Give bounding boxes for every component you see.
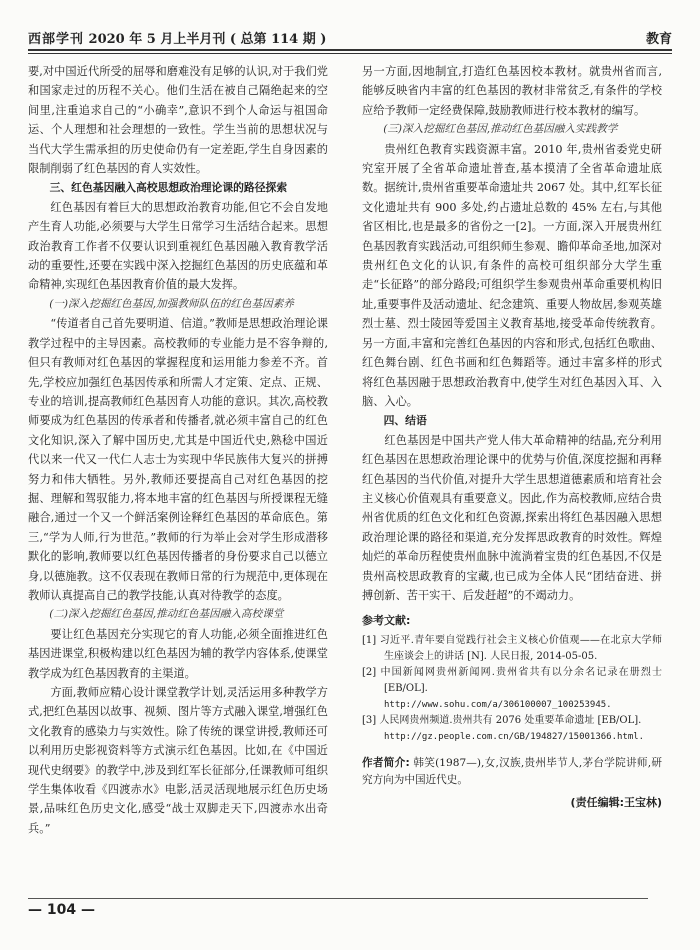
paragraph: 方面,教师应精心设计课堂教学计划,灵活运用多种教学方式,把红色基因以故事、视频、图片等方式融入课堂,增强红色文化教育的感染力与实效性。除了传统的课堂讲授,教师还可以利用历史影视资料等方式演示红色基因。比如,在《中国近现代史纲要》的教学中,涉及到红军长征部分,任课教师可组织学生集体收看《四渡赤水》电影,活灵活现地展示红色历史场景,品味红色历史文化,感受“战士双脚走天下,四渡赤水出奇兵。” [28, 686, 328, 835]
references-list [362, 633, 662, 745]
reference-text: [1] 习近平.青年要自觉践行社会主义核心价值观——在北京大学师生座谈会上的讲话 [N]. 人民日报, 2014-05-05. [362, 634, 662, 662]
paragraph: 红色基因有着巨大的思想政治教育功能,但它不会自发地产生育人功能,必须要与大学生日常学习生活结合起来。思想政治教育工作者不仅要认识到重视红色基因融入教育教学活动的重要性,还要在实践中深入挖掘红色基因的历史底蕴和革命精神,实现红色基因教育价值的最大发挥。 [28, 200, 328, 292]
subsection-heading: (三)深入挖掘红色基因,推动红色基因融入实践教学 [383, 123, 618, 136]
header-rule-thin [28, 53, 672, 54]
references-title: 参考文献: [362, 614, 411, 628]
paragraph: 红色基因是中国共产党人伟大革命精神的结晶,充分利用红色基因在思想政治理论课中的优势与价值,深度挖掘和再释红色基因的当代价值,对提升大学生思想道德素质和培育社会主义核心价值观具有重要意义。因此,作为高校教师,应结合贵州省优质的红色文化和红色资源,探索出将红色基因融入思想政治理论课的路径和渠道,充分发挥思政教育的时效性。辉煌灿烂的革命历程使贵州血脉中流淌着宝贵的红色基因,不仅是贵州高校思政教育的宝藏,也已成为全体人民“团结奋进、拼搏创新、苦干实干、后发赶超”的不竭动力。 [362, 433, 662, 602]
issue-info: 2020 年 5 月上半月刊 ( 总第 114 期 ) [88, 32, 327, 47]
subsection-heading: (二)深入挖掘红色基因,推动红色基因融入高校课堂 [49, 608, 284, 621]
header-rule [28, 49, 672, 51]
paragraph: “传道者自己首先要明道、信道。”教师是思想政治理论课教学过程中的主导因素。高校教师的专业能力是不容争辩的,但只有教师对红色基因的掌握程度和运用能力参差不齐。首先,学校应加强红色基因传承和所需人才定策、定点、正规、专业的培训,提高教师红色基因育人功能的意识。其次,高校教师要成为红色基因的传承者和传播者,就必须丰富自己的红色文化知识,深入了解中国历史,尤其是中国近代史,熟稔中国近代以来一代又一代仁人志士为实现中华民族伟大复兴的拼搏努力和伟大牺牲。另外,教师还要提高自己对红色基因的挖掘、理解和驾驭能力,将本地丰富的红色基因与所授课程无缝融合,通过一个又一个鲜活案例诠释红色基因的革命底色。第三,“学为人师,行为世范。”教师的行为举止会对学生形成潜移默化的影响,教师要以红色基因传播者的身份要求自己以德立身,以德施教。这不仅表现在教师日常的行为规范中,更体现在教师认真提高自己的教学技能,认真对待教学的态度。 [28, 317, 328, 602]
footer-rule [28, 898, 648, 899]
paragraph: 要,对中国近代所受的屈辱和磨难没有足够的认识,对于我们党和国家走过的历程不关心。他们生活在被自己隔绝起来的空间里,注重追求自己的“小确幸”,意识不到个人命运与祖国命运、个人理想和社会理想的一致性。学生当前的思想状况与当代大学生需承担的历史使命仍有一定差距,学生自身因素的限制削弱了红色基因的育人实效性。 [28, 65, 328, 176]
paragraph: 贵州红色教育实践资源丰富。2010 年,贵州省委党史研究室开展了全省革命遗址普查,基本摸清了全省革命遗址底数。据统计,贵州省重要革命遗址共 2067 处。其中,红军长征文化遗址共有 900 多处,约占遗址总数的 45% 左右,与其他省区相比,也是最多的省份之一[2]。一方面,深入开展贵州红色基因教育实践活动,可组织师生参观、瞻仰革命圣地,加深对贵州红色文化的认识,有条件的高校可组织部分大学生重走“长征路”的部分路段;可组织学生参观贵州革命重要机构旧址,重要事件及活动遗址、纪念建筑、重要人物故居,参观英雄烈士墓、烈士陵园等爱国主义教育基地,接受革命传统教育。另一方面,丰富和完善红色基因的内容和形式,包括红色歌曲、红色舞台剧、红色书画和红色舞蹈等。通过丰富多样的形式将红色基因融于思想政治教育中,使学生对红色基因入耳、入脑、入心。 [362, 142, 662, 408]
author-bio-text: 韩笑(1987—),女,汉族,贵州毕节人,茅台学院讲师,研究方向为中国近代史。 [362, 756, 662, 786]
reference-url[interactable]: http://www.sohu.com/a/306100007_100253945. [384, 699, 612, 710]
reference-item [362, 713, 662, 745]
page-number: — 104 — [28, 902, 95, 918]
paragraph: 要让红色基因充分实现它的育人功能,必须全面推进红色基因进课堂,积极构建以红色基因为辅的教学内容体系,使课堂教学成为红色基因教育的主渠道。 [28, 627, 328, 680]
reference-text: [2] 中国新闻网贵州新闻网.贵州省共有以分余名记录在册烈士 [EB/OL]. [362, 666, 662, 694]
section-heading: 三、红色基因融入高校思想政治理论课的路径探索 [49, 181, 288, 195]
left-column [28, 62, 328, 897]
reference-url[interactable]: http://gz.people.com.cn/GB/194827/15001366.html. [384, 731, 645, 742]
right-column [362, 62, 662, 897]
subsection-heading: (一)深入挖掘红色基因,加强教师队伍的红色基因素养 [49, 297, 294, 310]
journal-info [28, 28, 326, 47]
editor-credit: (责任编辑:王宝林) [570, 795, 662, 809]
page-header [28, 24, 672, 50]
section-name: 教育 [645, 32, 672, 47]
author-bio [362, 755, 662, 789]
reference-text: [3] 人民网贵州频道.贵州共有 2076 处重要革命遗址 [EB/OL]. [362, 714, 642, 726]
section-heading: 四、结语 [383, 414, 427, 428]
author-bio-label: 作者简介: [362, 756, 410, 769]
reference-item [362, 665, 662, 713]
reference-item [362, 633, 662, 665]
paragraph: 另一方面,因地制宜,打造红色基因校本教材。就贵州省而言,能够反映省内丰富的红色基因的教材非常贫乏,有条件的学校应给予教师一定经费保障,鼓励教师进行校本教材的编写。 [362, 65, 662, 117]
journal-logo: 西部学刊 [28, 32, 85, 47]
